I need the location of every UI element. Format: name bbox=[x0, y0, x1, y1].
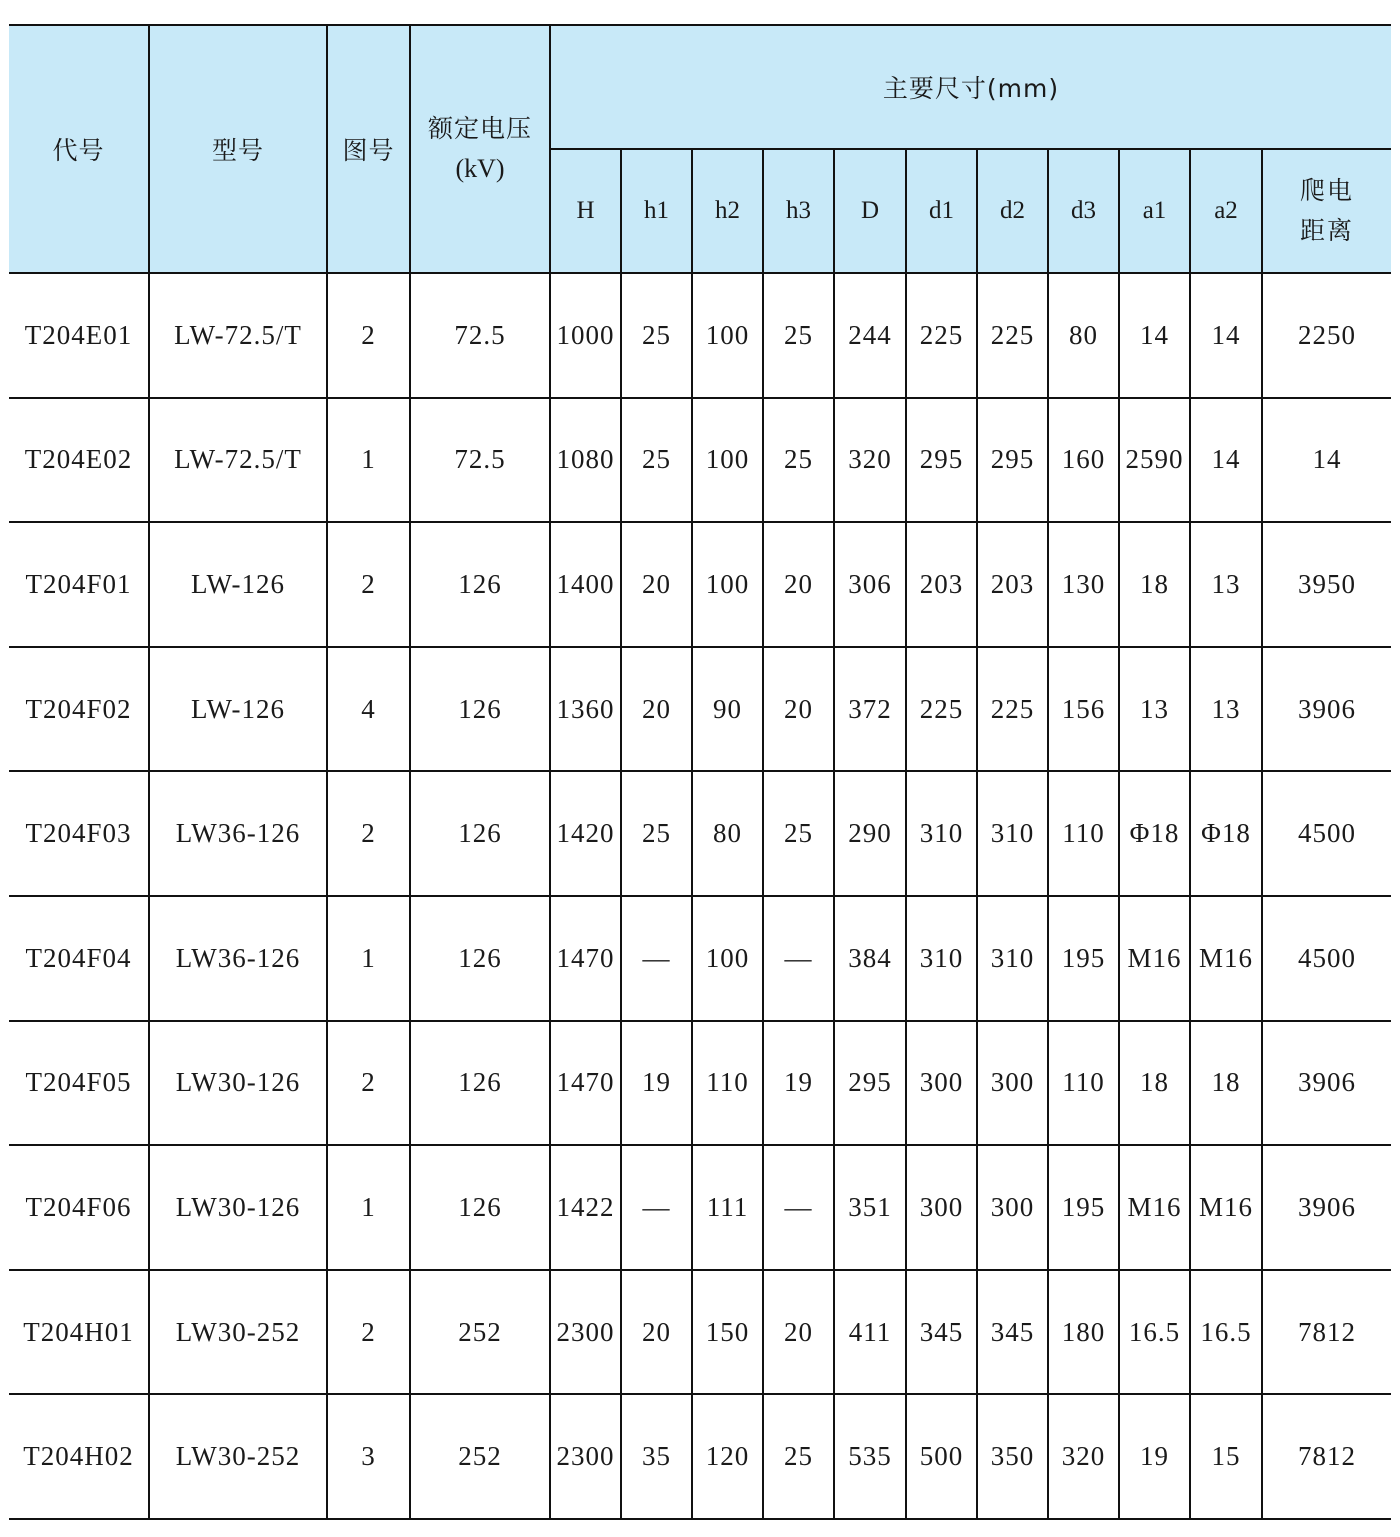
cell-voltage: 126 bbox=[410, 1145, 550, 1270]
cell-voltage: 72.5 bbox=[410, 398, 550, 523]
cell-d: 295 bbox=[834, 1021, 906, 1146]
cell-h: 1080 bbox=[550, 398, 621, 523]
cell-h3: — bbox=[763, 1145, 834, 1270]
cell-h2: 110 bbox=[692, 1021, 763, 1146]
cell-creepage: 7812 bbox=[1262, 1270, 1391, 1395]
header-voltage-unit: (kV) bbox=[455, 154, 505, 183]
cell-creepage: 3950 bbox=[1262, 522, 1391, 647]
cell-d: 384 bbox=[834, 896, 906, 1021]
cell-a1: 18 bbox=[1119, 1021, 1190, 1146]
header-creepage-line1: 爬电 bbox=[1300, 176, 1355, 205]
header-dim: h3 bbox=[763, 149, 834, 273]
cell-figure: 3 bbox=[327, 1394, 410, 1519]
cell-d2: 345 bbox=[977, 1270, 1048, 1395]
header-model: 型号 bbox=[149, 25, 327, 273]
cell-d: 290 bbox=[834, 771, 906, 896]
header-dim: d1 bbox=[906, 149, 977, 273]
cell-h: 1420 bbox=[550, 771, 621, 896]
cell-figure: 1 bbox=[327, 896, 410, 1021]
cell-h3: 25 bbox=[763, 273, 834, 398]
cell-a2: Φ18 bbox=[1190, 771, 1262, 896]
cell-figure: 2 bbox=[327, 522, 410, 647]
cell-a2: 18 bbox=[1190, 1021, 1262, 1146]
table-row bbox=[9, 1145, 1391, 1270]
cell-a2: 15 bbox=[1190, 1394, 1262, 1519]
cell-h: 1470 bbox=[550, 1021, 621, 1146]
cell-d1: 203 bbox=[906, 522, 977, 647]
header-creepage bbox=[1262, 149, 1391, 273]
cell-h3: 20 bbox=[763, 522, 834, 647]
header-row-1 bbox=[9, 25, 1391, 149]
cell-voltage: 126 bbox=[410, 1021, 550, 1146]
cell-a1: 19 bbox=[1119, 1394, 1190, 1519]
header-dim: d3 bbox=[1048, 149, 1119, 273]
cell-creepage: 3906 bbox=[1262, 647, 1391, 772]
header-figure: 图号 bbox=[327, 25, 410, 273]
cell-h3: 25 bbox=[763, 771, 834, 896]
cell-voltage: 126 bbox=[410, 896, 550, 1021]
cell-code: T204F06 bbox=[9, 1145, 149, 1270]
cell-figure: 2 bbox=[327, 771, 410, 896]
cell-h1: 20 bbox=[621, 647, 692, 772]
cell-code: T204H02 bbox=[9, 1394, 149, 1519]
cell-model: LW36-126 bbox=[149, 896, 327, 1021]
header-dim: D bbox=[834, 149, 906, 273]
cell-d1: 300 bbox=[906, 1145, 977, 1270]
cell-figure: 1 bbox=[327, 398, 410, 523]
cell-d2: 310 bbox=[977, 771, 1048, 896]
header-voltage bbox=[410, 25, 550, 273]
cell-a2: M16 bbox=[1190, 1145, 1262, 1270]
cell-d1: 295 bbox=[906, 398, 977, 523]
spec-table bbox=[9, 24, 1391, 1520]
header-code: 代号 bbox=[9, 25, 149, 273]
table-row bbox=[9, 1021, 1391, 1146]
header-dim: h2 bbox=[692, 149, 763, 273]
cell-model: LW-126 bbox=[149, 647, 327, 772]
cell-d: 306 bbox=[834, 522, 906, 647]
cell-a2: M16 bbox=[1190, 896, 1262, 1021]
cell-model: LW30-252 bbox=[149, 1394, 327, 1519]
cell-d1: 345 bbox=[906, 1270, 977, 1395]
header-dim: h1 bbox=[621, 149, 692, 273]
cell-a1: 14 bbox=[1119, 273, 1190, 398]
cell-code: T204F05 bbox=[9, 1021, 149, 1146]
cell-h: 1422 bbox=[550, 1145, 621, 1270]
cell-d2: 295 bbox=[977, 398, 1048, 523]
cell-creepage: 4500 bbox=[1262, 771, 1391, 896]
cell-h1: 20 bbox=[621, 522, 692, 647]
cell-h1: 35 bbox=[621, 1394, 692, 1519]
header-dim: a2 bbox=[1190, 149, 1262, 273]
cell-h2: 120 bbox=[692, 1394, 763, 1519]
cell-h2: 100 bbox=[692, 273, 763, 398]
cell-model: LW-72.5/T bbox=[149, 398, 327, 523]
cell-figure: 2 bbox=[327, 273, 410, 398]
cell-d3: 195 bbox=[1048, 1145, 1119, 1270]
cell-h2: 100 bbox=[692, 398, 763, 523]
cell-h: 2300 bbox=[550, 1270, 621, 1395]
cell-h: 1470 bbox=[550, 896, 621, 1021]
cell-creepage: 14 bbox=[1262, 398, 1391, 523]
cell-d2: 300 bbox=[977, 1021, 1048, 1146]
cell-a2: 14 bbox=[1190, 398, 1262, 523]
table-row bbox=[9, 896, 1391, 1021]
cell-d3: 195 bbox=[1048, 896, 1119, 1021]
cell-model: LW-126 bbox=[149, 522, 327, 647]
cell-code: T204F04 bbox=[9, 896, 149, 1021]
cell-h3: — bbox=[763, 896, 834, 1021]
header-creepage-line2: 距离 bbox=[1300, 216, 1355, 245]
cell-voltage: 252 bbox=[410, 1394, 550, 1519]
cell-d2: 350 bbox=[977, 1394, 1048, 1519]
cell-a1: 2590 bbox=[1119, 398, 1190, 523]
cell-figure: 1 bbox=[327, 1145, 410, 1270]
cell-a2: 13 bbox=[1190, 522, 1262, 647]
cell-h3: 19 bbox=[763, 1021, 834, 1146]
cell-code: T204E01 bbox=[9, 273, 149, 398]
cell-d2: 225 bbox=[977, 647, 1048, 772]
cell-d1: 225 bbox=[906, 647, 977, 772]
table-row bbox=[9, 398, 1391, 523]
cell-voltage: 126 bbox=[410, 522, 550, 647]
header-dim: H bbox=[550, 149, 621, 273]
cell-d1: 500 bbox=[906, 1394, 977, 1519]
cell-h3: 20 bbox=[763, 1270, 834, 1395]
table-row bbox=[9, 273, 1391, 398]
cell-code: T204F02 bbox=[9, 647, 149, 772]
table-row bbox=[9, 771, 1391, 896]
cell-code: T204F01 bbox=[9, 522, 149, 647]
cell-d3: 180 bbox=[1048, 1270, 1119, 1395]
table-row bbox=[9, 1394, 1391, 1519]
cell-d2: 310 bbox=[977, 896, 1048, 1021]
cell-voltage: 126 bbox=[410, 771, 550, 896]
cell-d3: 130 bbox=[1048, 522, 1119, 647]
cell-creepage: 2250 bbox=[1262, 273, 1391, 398]
cell-d: 372 bbox=[834, 647, 906, 772]
cell-h2: 100 bbox=[692, 522, 763, 647]
table-row bbox=[9, 522, 1391, 647]
cell-creepage: 7812 bbox=[1262, 1394, 1391, 1519]
cell-code: T204H01 bbox=[9, 1270, 149, 1395]
cell-model: LW30-126 bbox=[149, 1145, 327, 1270]
cell-a1: M16 bbox=[1119, 896, 1190, 1021]
cell-figure: 2 bbox=[327, 1021, 410, 1146]
cell-creepage: 3906 bbox=[1262, 1145, 1391, 1270]
cell-model: LW30-252 bbox=[149, 1270, 327, 1395]
cell-a1: M16 bbox=[1119, 1145, 1190, 1270]
cell-d3: 160 bbox=[1048, 398, 1119, 523]
cell-h3: 20 bbox=[763, 647, 834, 772]
table-header bbox=[9, 25, 1391, 273]
cell-h2: 90 bbox=[692, 647, 763, 772]
cell-d1: 310 bbox=[906, 896, 977, 1021]
cell-code: T204E02 bbox=[9, 398, 149, 523]
cell-d1: 300 bbox=[906, 1021, 977, 1146]
cell-d: 411 bbox=[834, 1270, 906, 1395]
cell-d: 535 bbox=[834, 1394, 906, 1519]
cell-a1: 13 bbox=[1119, 647, 1190, 772]
cell-voltage: 126 bbox=[410, 647, 550, 772]
cell-h1: — bbox=[621, 1145, 692, 1270]
cell-d: 320 bbox=[834, 398, 906, 523]
cell-voltage: 72.5 bbox=[410, 273, 550, 398]
cell-d3: 110 bbox=[1048, 1021, 1119, 1146]
cell-d1: 310 bbox=[906, 771, 977, 896]
cell-d2: 225 bbox=[977, 273, 1048, 398]
cell-voltage: 252 bbox=[410, 1270, 550, 1395]
cell-h2: 150 bbox=[692, 1270, 763, 1395]
cell-creepage: 4500 bbox=[1262, 896, 1391, 1021]
cell-d1: 225 bbox=[906, 273, 977, 398]
cell-a1: 18 bbox=[1119, 522, 1190, 647]
cell-a2: 16.5 bbox=[1190, 1270, 1262, 1395]
cell-h3: 25 bbox=[763, 1394, 834, 1519]
table-body bbox=[9, 273, 1391, 1519]
cell-d3: 110 bbox=[1048, 771, 1119, 896]
cell-a1: Φ18 bbox=[1119, 771, 1190, 896]
cell-a1: 16.5 bbox=[1119, 1270, 1190, 1395]
cell-d2: 203 bbox=[977, 522, 1048, 647]
header-dim: d2 bbox=[977, 149, 1048, 273]
header-dim: a1 bbox=[1119, 149, 1190, 273]
cell-creepage: 3906 bbox=[1262, 1021, 1391, 1146]
cell-h2: 100 bbox=[692, 896, 763, 1021]
cell-model: LW30-126 bbox=[149, 1021, 327, 1146]
cell-figure: 2 bbox=[327, 1270, 410, 1395]
cell-d2: 300 bbox=[977, 1145, 1048, 1270]
cell-h: 1360 bbox=[550, 647, 621, 772]
cell-model: LW-72.5/T bbox=[149, 273, 327, 398]
header-voltage-label: 额定电压 bbox=[427, 114, 532, 143]
cell-figure: 4 bbox=[327, 647, 410, 772]
cell-h3: 25 bbox=[763, 398, 834, 523]
cell-h1: 19 bbox=[621, 1021, 692, 1146]
cell-a2: 14 bbox=[1190, 273, 1262, 398]
cell-h: 2300 bbox=[550, 1394, 621, 1519]
cell-h1: 20 bbox=[621, 1270, 692, 1395]
cell-h1: 25 bbox=[621, 273, 692, 398]
cell-d: 244 bbox=[834, 273, 906, 398]
cell-h: 1400 bbox=[550, 522, 621, 647]
cell-h1: — bbox=[621, 896, 692, 1021]
cell-d3: 156 bbox=[1048, 647, 1119, 772]
cell-h2: 111 bbox=[692, 1145, 763, 1270]
table-row bbox=[9, 1270, 1391, 1395]
cell-h: 1000 bbox=[550, 273, 621, 398]
cell-h1: 25 bbox=[621, 771, 692, 896]
cell-d3: 80 bbox=[1048, 273, 1119, 398]
cell-d3: 320 bbox=[1048, 1394, 1119, 1519]
cell-h1: 25 bbox=[621, 398, 692, 523]
cell-h2: 80 bbox=[692, 771, 763, 896]
table-row bbox=[9, 647, 1391, 772]
cell-model: LW36-126 bbox=[149, 771, 327, 896]
cell-d: 351 bbox=[834, 1145, 906, 1270]
cell-code: T204F03 bbox=[9, 771, 149, 896]
cell-a2: 13 bbox=[1190, 647, 1262, 772]
header-main-dimensions: 主要尺寸(mm) bbox=[550, 25, 1391, 149]
